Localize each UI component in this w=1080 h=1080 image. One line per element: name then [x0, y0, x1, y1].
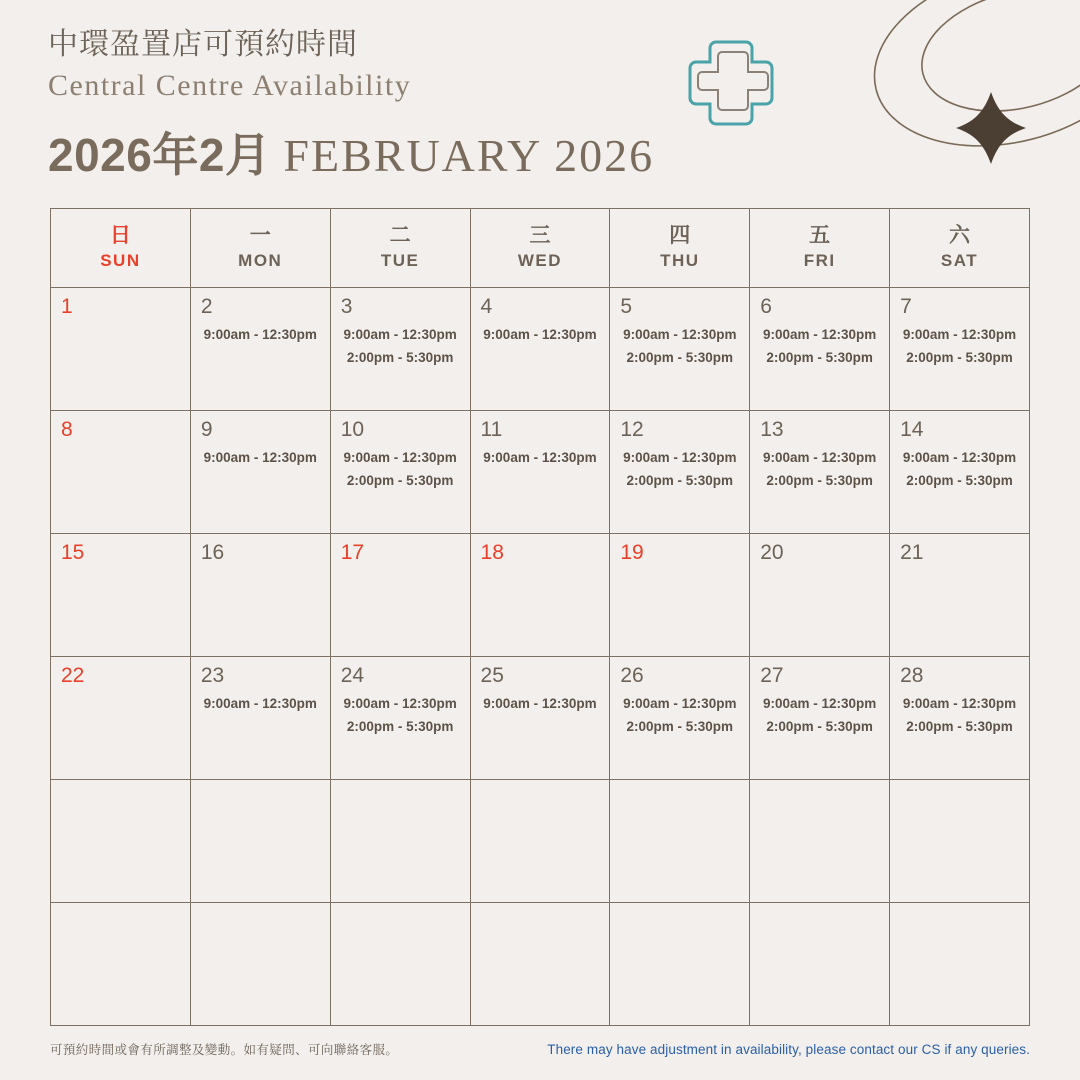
day-number: 7 — [900, 295, 912, 318]
weekday-en: TUE — [380, 251, 420, 271]
availability-calendar — [50, 208, 1030, 1026]
day-number: 28 — [900, 664, 924, 687]
availability-slot: 9:00am - 12:30pm — [343, 450, 457, 465]
availability-slot: 2:00pm - 5:30pm — [346, 350, 454, 366]
day-number: 4 — [480, 295, 493, 318]
calendar-day-cell[interactable] — [470, 657, 610, 780]
availability-slots — [750, 440, 889, 492]
weekday-zh: 日 — [109, 223, 131, 247]
footer-note-chinese: 可預約時間或會有所調整及變動。如有疑問、可向聯絡客服。 — [50, 1043, 399, 1057]
calendar-empty-cell — [51, 780, 191, 903]
calendar-day-cell[interactable] — [330, 534, 470, 657]
calendar-empty-cell — [890, 780, 1030, 903]
calendar-week-row — [51, 288, 1030, 411]
day-number: 15 — [61, 541, 85, 564]
weekday-zh: 五 — [809, 223, 831, 247]
day-number — [331, 780, 470, 788]
day-number: 23 — [200, 664, 225, 687]
availability-slot: 9:00am - 12:30pm — [343, 327, 457, 342]
weekday-en: MON — [238, 251, 283, 271]
day-number: 20 — [760, 541, 784, 564]
day-number: 9 — [200, 418, 213, 441]
day-number: 16 — [200, 541, 225, 564]
weekday-header-wed — [470, 209, 610, 288]
day-number: 27 — [760, 664, 784, 687]
title-chinese: 中環盈置店可預約時間 — [48, 28, 358, 61]
day-number: 1 — [61, 295, 73, 318]
calendar-day-cell[interactable] — [51, 411, 191, 534]
calendar-week-row — [51, 780, 1030, 903]
day-number: 18 — [480, 541, 504, 564]
day-number: 10 — [340, 418, 365, 441]
day-number: 24 — [340, 664, 365, 687]
availability-slots — [610, 317, 749, 369]
availability-slots — [610, 686, 749, 738]
decorative-swirl — [760, 0, 1080, 220]
calendar-day-cell[interactable] — [610, 534, 750, 657]
availability-slot: 2:00pm - 5:30pm — [906, 473, 1013, 489]
day-number — [750, 903, 889, 911]
calendar-day-cell[interactable] — [750, 657, 890, 780]
availability-slot: 9:00am - 12:30pm — [203, 450, 317, 465]
weekday-header-sat — [890, 209, 1030, 288]
availability-slot: 9:00am - 12:30pm — [902, 696, 1017, 711]
calendar-day-cell[interactable] — [330, 288, 470, 411]
weekday-zh: 二 — [389, 223, 411, 247]
availability-slots — [471, 440, 610, 469]
availability-slots — [191, 686, 330, 715]
month-english: FEBRUARY 2026 — [283, 129, 655, 181]
availability-slots — [331, 440, 470, 492]
calendar-header-row — [51, 209, 1030, 288]
day-number: 21 — [900, 541, 924, 564]
calendar-week-row — [51, 657, 1030, 780]
weekday-header-sun — [51, 209, 191, 288]
availability-slot: 9:00am - 12:30pm — [623, 327, 737, 342]
day-number — [750, 780, 889, 788]
day-number — [191, 780, 330, 788]
availability-slot: 2:00pm - 5:30pm — [346, 473, 454, 489]
day-number: 6 — [760, 295, 772, 318]
availability-slots — [750, 317, 889, 369]
calendar-day-cell[interactable] — [51, 288, 191, 411]
availability-slot: 9:00am - 12:30pm — [623, 450, 737, 465]
availability-slots — [471, 686, 610, 715]
day-number — [610, 780, 749, 788]
day-number: 22 — [61, 664, 85, 687]
weekday-header-tue — [330, 209, 470, 288]
calendar-day-cell[interactable] — [610, 288, 750, 411]
footer-notes — [50, 1040, 1030, 1058]
availability-slots — [191, 440, 330, 469]
calendar-day-cell[interactable] — [890, 534, 1030, 657]
weekday-en: SUN — [100, 251, 141, 271]
weekday-en: WED — [517, 251, 563, 271]
weekday-header-thu — [610, 209, 750, 288]
day-number: 8 — [61, 418, 73, 441]
availability-slots — [331, 317, 470, 369]
calendar-day-cell[interactable] — [470, 411, 610, 534]
availability-slot: 2:00pm - 5:30pm — [346, 719, 454, 735]
calendar-empty-cell — [190, 780, 330, 903]
month-chinese: 2026年2月 — [48, 128, 272, 181]
calendar-day-cell[interactable] — [190, 411, 330, 534]
calendar-body — [51, 288, 1030, 1026]
day-number: 12 — [620, 418, 644, 441]
weekday-zh: 三 — [529, 223, 551, 247]
availability-slots — [471, 317, 610, 346]
availability-slots — [890, 440, 1029, 492]
availability-slots — [610, 440, 749, 492]
availability-slot: 2:00pm - 5:30pm — [626, 473, 734, 489]
availability-slot: 9:00am - 12:30pm — [902, 327, 1017, 342]
day-number: 19 — [620, 541, 644, 564]
calendar-empty-cell — [610, 903, 750, 1026]
page-header — [48, 26, 768, 185]
weekday-header-fri — [750, 209, 890, 288]
calendar-day-cell[interactable] — [51, 534, 191, 657]
availability-slot: 2:00pm - 5:30pm — [906, 350, 1013, 366]
title-english: Central Centre Availability — [48, 68, 412, 102]
day-number — [191, 903, 330, 911]
availability-slots — [191, 317, 330, 346]
availability-slots — [890, 317, 1029, 369]
calendar-empty-cell — [51, 903, 191, 1026]
calendar-day-cell[interactable] — [51, 657, 191, 780]
calendar-empty-cell — [750, 903, 890, 1026]
availability-slot: 9:00am - 12:30pm — [762, 327, 877, 342]
calendar-day-cell[interactable] — [890, 411, 1030, 534]
calendar-empty-cell — [470, 780, 610, 903]
calendar-day-cell[interactable] — [610, 657, 750, 780]
calendar-empty-cell — [610, 780, 750, 903]
availability-slot: 2:00pm - 5:30pm — [766, 473, 873, 489]
availability-slot: 9:00am - 12:30pm — [762, 696, 877, 711]
weekday-en: FRI — [803, 251, 836, 271]
weekday-en: THU — [660, 251, 700, 271]
availability-slot: 9:00am - 12:30pm — [483, 450, 597, 465]
availability-slots — [890, 686, 1029, 738]
day-number: 11 — [480, 418, 503, 441]
calendar-day-cell[interactable] — [190, 288, 330, 411]
day-number: 25 — [480, 664, 504, 687]
availability-slot: 9:00am - 12:30pm — [483, 327, 597, 342]
day-number: 13 — [760, 418, 784, 441]
day-number: 5 — [620, 295, 633, 318]
day-number — [890, 903, 1029, 911]
day-number — [610, 903, 749, 911]
weekday-en: SAT — [940, 251, 979, 271]
calendar-empty-cell — [890, 903, 1030, 1026]
calendar-empty-cell — [750, 780, 890, 903]
calendar-day-cell[interactable] — [190, 657, 330, 780]
calendar-day-cell[interactable] — [330, 657, 470, 780]
calendar-week-row — [51, 534, 1030, 657]
day-number: 26 — [620, 664, 644, 687]
availability-slot: 9:00am - 12:30pm — [203, 327, 317, 342]
availability-slot: 9:00am - 12:30pm — [343, 696, 457, 711]
day-number: 3 — [340, 295, 353, 318]
calendar-day-cell[interactable] — [890, 657, 1030, 780]
calendar-empty-cell — [470, 903, 610, 1026]
day-number — [51, 780, 190, 788]
availability-slot: 9:00am - 12:30pm — [483, 696, 597, 711]
calendar-week-row — [51, 411, 1030, 534]
availability-slot: 9:00am - 12:30pm — [902, 450, 1017, 465]
month-title — [48, 119, 768, 185]
availability-slot: 2:00pm - 5:30pm — [906, 719, 1013, 735]
availability-slot: 9:00am - 12:30pm — [203, 696, 317, 711]
availability-slot: 2:00pm - 5:30pm — [766, 719, 873, 735]
day-number: 17 — [340, 541, 365, 564]
day-number: 2 — [200, 295, 213, 318]
day-number — [890, 780, 1029, 788]
availability-slot: 9:00am - 12:30pm — [762, 450, 877, 465]
calendar-day-cell[interactable] — [470, 288, 610, 411]
calendar-day-cell[interactable] — [750, 534, 890, 657]
day-number — [51, 903, 190, 911]
weekday-zh: 六 — [949, 223, 971, 247]
calendar-day-cell[interactable] — [470, 534, 610, 657]
calendar-week-row — [51, 903, 1030, 1026]
calendar-empty-cell — [330, 903, 470, 1026]
weekday-zh: 四 — [669, 223, 691, 247]
footer-note-english: There may have adjustment in availability, please contact our CS if any queries. — [547, 1041, 1030, 1057]
weekday-zh: 一 — [249, 223, 271, 247]
calendar-day-cell[interactable] — [190, 534, 330, 657]
availability-slot: 2:00pm - 5:30pm — [766, 350, 873, 366]
day-number: 14 — [900, 418, 924, 441]
calendar-day-cell[interactable] — [890, 288, 1030, 411]
calendar-day-cell[interactable] — [610, 411, 750, 534]
availability-slot: 2:00pm - 5:30pm — [626, 350, 734, 366]
calendar-empty-cell — [330, 780, 470, 903]
calendar-day-cell[interactable] — [750, 411, 890, 534]
calendar-day-cell[interactable] — [750, 288, 890, 411]
day-number — [471, 780, 610, 788]
availability-slot: 9:00am - 12:30pm — [623, 696, 737, 711]
availability-slots — [750, 686, 889, 738]
calendar-day-cell[interactable] — [330, 411, 470, 534]
availability-slots — [331, 686, 470, 738]
calendar-empty-cell — [190, 903, 330, 1026]
weekday-header-mon — [190, 209, 330, 288]
day-number — [471, 903, 610, 911]
day-number — [331, 903, 470, 911]
availability-slot: 2:00pm - 5:30pm — [626, 719, 734, 735]
